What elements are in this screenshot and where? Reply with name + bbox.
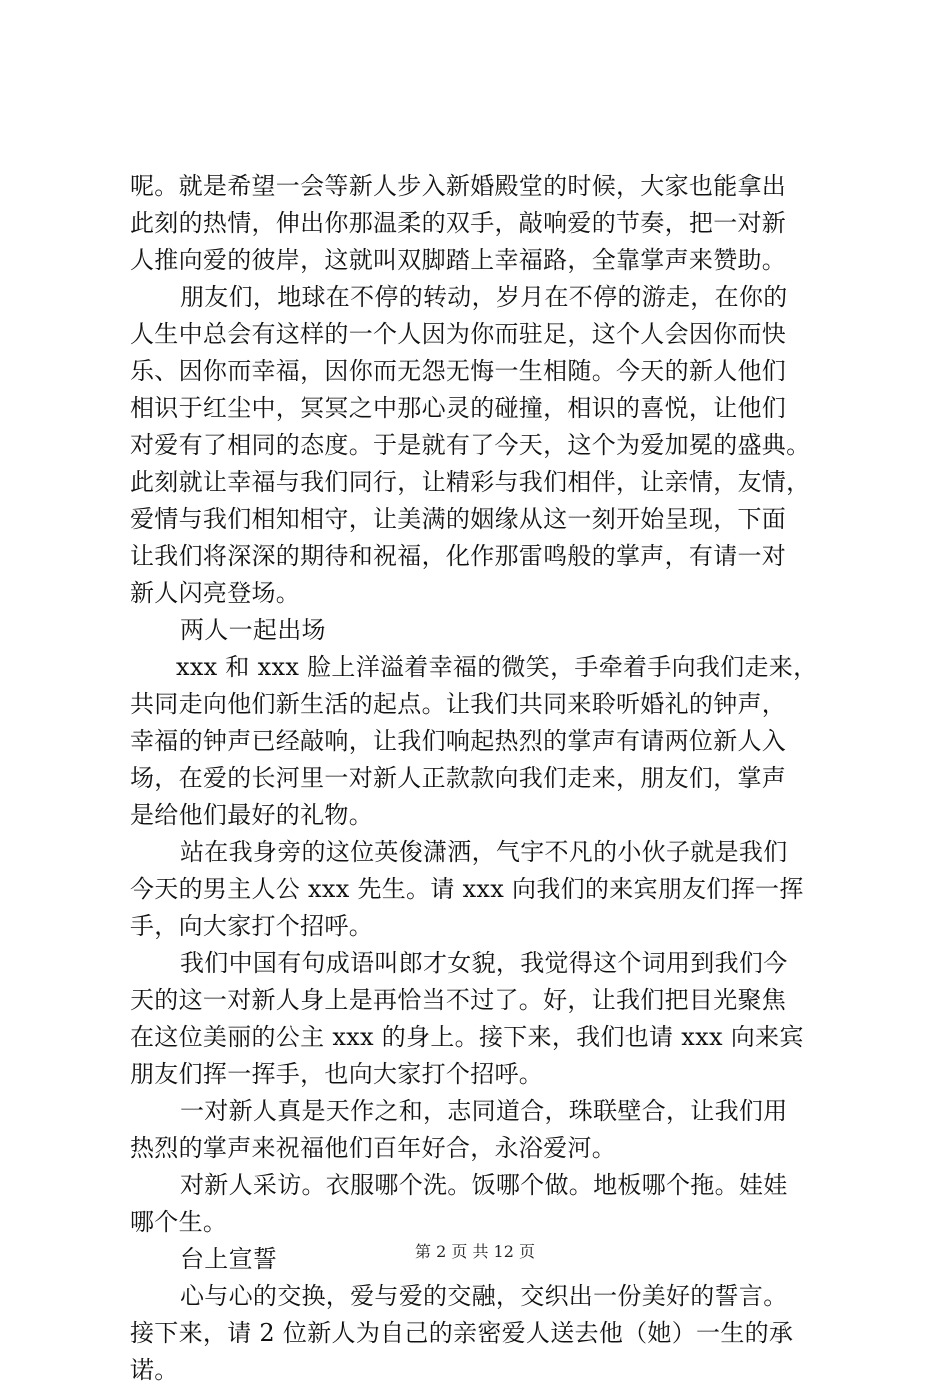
text-line: 热烈的掌声来祝福他们百年好合，永浴爱河。 bbox=[130, 1134, 616, 1162]
text-line: 新人闪亮登场。 bbox=[130, 579, 301, 607]
text-line: 在这位美丽的公主 xxx 的身上。接下来，我们也请 xxx 向来宾 bbox=[130, 1023, 804, 1051]
text-line: 人生中总会有这样的一个人因为你而驻足，这个人会因你而快 bbox=[130, 320, 787, 348]
document-body bbox=[130, 168, 860, 1389]
text-line: 天的这一对新人身上是再恰当不过了。好，让我们把目光聚焦 bbox=[130, 986, 787, 1014]
paragraph-start-line: 心与心的交换，爱与爱的交融，交织出一份美好的誓言。 bbox=[180, 1282, 788, 1310]
text-line: 是给他们最好的礼物。 bbox=[130, 801, 373, 829]
text-line: 场，在爱的长河里一对新人正款款向我们走来，朋友们，掌声 bbox=[130, 764, 787, 792]
text-line: 接下来，请 2 位新人为自己的亲密爱人送去他（她）一生的承 bbox=[130, 1319, 794, 1347]
text-line: 手，向大家打个招呼。 bbox=[130, 912, 373, 940]
text-line: 共同走向他们新生活的起点。让我们共同来聆听婚礼的钟声， bbox=[130, 690, 787, 718]
section-heading: 两人一起出场 bbox=[180, 616, 326, 644]
text-line: 相识于红尘中，冥冥之中那心灵的碰撞，相识的喜悦，让他们 bbox=[130, 394, 787, 422]
text-line: 此刻的热情，伸出你那温柔的双手，敲响爱的节奏，把一对新 bbox=[130, 209, 787, 237]
section-heading: 台上宣誓 bbox=[180, 1245, 278, 1273]
paragraph-start-line: 我们中国有句成语叫郎才女貌，我觉得这个词用到我们今 bbox=[180, 949, 788, 977]
text-line: 乐、因你而幸福，因你而无怨无悔一生相随。今天的新人他们 bbox=[130, 357, 787, 385]
text-line: 幸福的钟声已经敲响，让我们响起热烈的掌声有请两位新人入 bbox=[130, 727, 787, 755]
paragraph-start-line: 站在我身旁的这位英俊潇洒，气宇不凡的小伙子就是我们 bbox=[180, 838, 788, 866]
text-line: 此刻就让幸福与我们同行，让精彩与我们相伴，让亲情，友情， bbox=[130, 468, 811, 496]
text-line: 诺。 bbox=[130, 1356, 179, 1384]
text-line: 哪个生。 bbox=[130, 1208, 228, 1236]
text-line: 人推向爱的彼岸，这就叫双脚踏上幸福路，全靠掌声来赞助。 bbox=[130, 246, 787, 274]
paragraph-start-line: 朋友们，地球在不停的转动，岁月在不停的游走，在你的 bbox=[180, 283, 788, 311]
text-line: 朋友们挥一挥手，也向大家打个招呼。 bbox=[130, 1060, 544, 1088]
paragraph-start-line: 对新人采访。衣服哪个洗。饭哪个做。地板哪个拖。娃娃 bbox=[180, 1171, 788, 1199]
text-line: 今天的男主人公 xxx 先生。请 xxx 向我们的来宾朋友们挥一挥 bbox=[130, 875, 804, 903]
paragraph-start-line: xxx 和 xxx 脸上洋溢着幸福的微笑，手牵着手向我们走来， bbox=[176, 653, 818, 681]
page-number-footer: 第 2 页 共 12 页 bbox=[415, 1242, 535, 1261]
paragraph-start-line: 一对新人真是天作之和，志同道合，珠联壁合，让我们用 bbox=[180, 1097, 788, 1125]
text-line: 呢。就是希望一会等新人步入新婚殿堂的时候，大家也能拿出 bbox=[130, 172, 787, 200]
text-line: 爱情与我们相知相守，让美满的姻缘从这一刻开始呈现，下面 bbox=[130, 505, 787, 533]
text-line: 让我们将深深的期待和祝福，化作那雷鸣般的掌声，有请一对 bbox=[130, 542, 787, 570]
text-line: 对爱有了相同的态度。于是就有了今天，这个为爱加冕的盛典。 bbox=[130, 431, 811, 459]
